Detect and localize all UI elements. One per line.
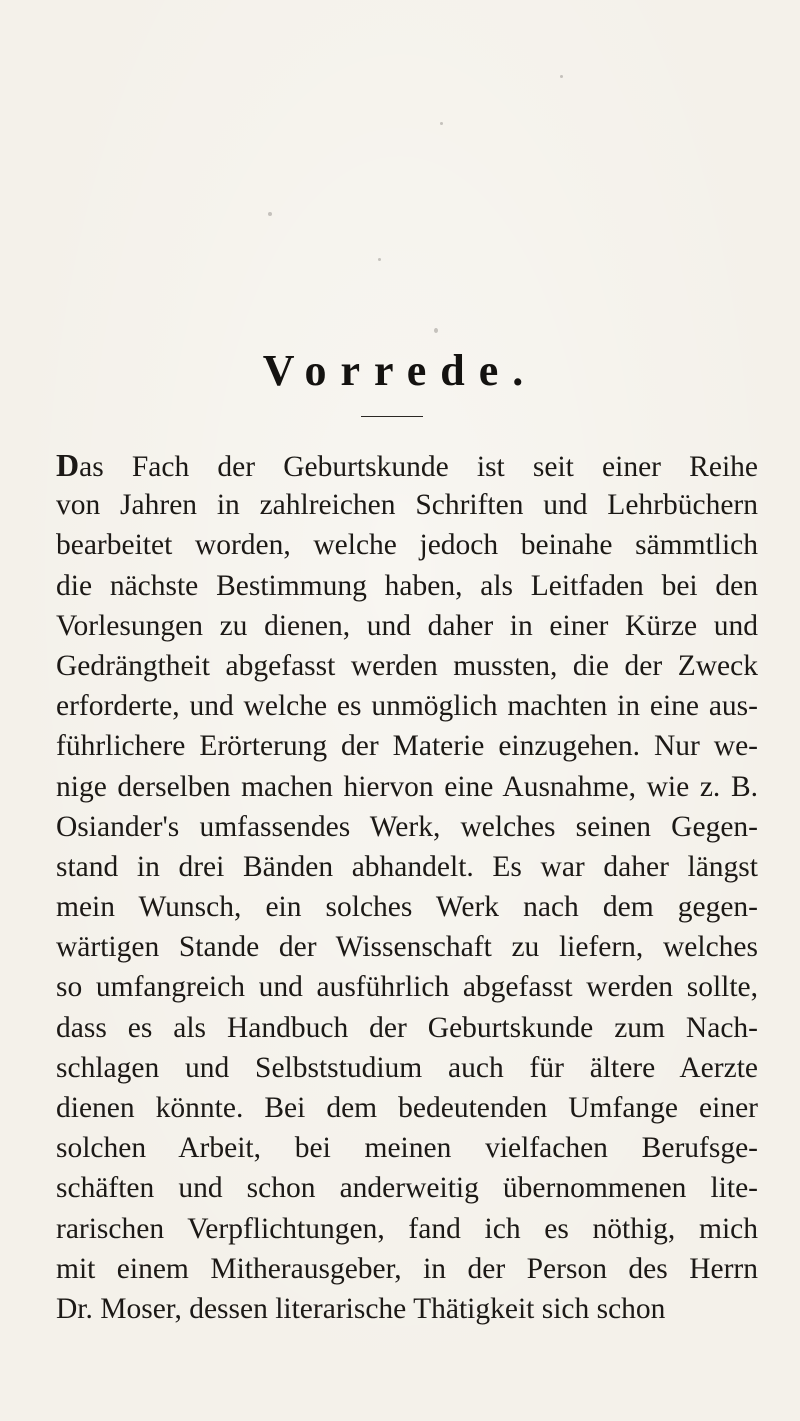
paragraph-line: von Jahren in zahlreichen Schriften und Lehrbüchern (56, 489, 758, 522)
drop-cap: D (56, 447, 80, 483)
paragraph-line: die nächste Bestimmung haben, als Leitfaden bei den (56, 569, 758, 602)
paragraph-line: so umfangreich und ausführlich abgefasst werden sollte, (56, 971, 758, 1004)
paragraph-line: solchen Arbeit, bei meinen vielfachen Berufsge- (56, 1132, 758, 1165)
paragraph-line: bearbeitet worden, welche jedoch beinahe sämmtlich (56, 529, 758, 562)
paragraph-line: Vorlesungen zu dienen, und daher in einer Kürze und (56, 609, 758, 642)
paragraph-line (56, 445, 758, 485)
preface-paragraph (56, 445, 758, 1329)
first-line-text: as Fach der Geburtskunde ist seit einer Reihe (79, 451, 758, 483)
page-title: Vorrede. (262, 346, 538, 395)
paragraph-line: Dr. Moser, dessen literarische Thätigkeit sich schon (56, 1292, 666, 1325)
paragraph-line: erforderte, und welche es unmöglich machten in eine aus- (56, 690, 758, 723)
paragraph-line: mein Wunsch, ein solches Werk nach dem gegen- (56, 891, 758, 924)
paragraph-line: stand in drei Bänden abhandelt. Es war daher längst (56, 850, 758, 883)
paragraph-line: rarischen Verpflichtungen, fand ich es nöthig, mich (56, 1212, 758, 1245)
paragraph-line: dienen könnte. Bei dem bedeutenden Umfange einer (56, 1092, 758, 1124)
paragraph-line: wärtigen Stande der Wissenschaft zu liefern, welches (56, 931, 758, 964)
paper-speck (434, 328, 438, 333)
paragraph-line: schäften und schon anderweitig übernommenen lite- (56, 1172, 758, 1205)
paper-speck (560, 75, 563, 78)
paper-speck (440, 122, 443, 125)
title-divider (361, 416, 423, 417)
paper-speck (268, 212, 272, 216)
paragraph-line: mit einem Mitherausgeber, in der Person des Herrn (56, 1252, 758, 1285)
paragraph-line: Osiander's umfassendes Werk, welches seinen Gegen- (56, 810, 758, 843)
paragraph-line: nige derselben machen hiervon eine Ausnahme, wie z. B. (56, 770, 758, 803)
paper-speck (378, 258, 381, 261)
paragraph-line: führlichere Erörterung der Materie einzugehen. Nur we- (56, 730, 758, 763)
paragraph-line: Gedrängtheit abgefasst werden mussten, die der Zweck (56, 649, 758, 682)
paragraph-line: dass es als Handbuch der Geburtskunde zum Nach- (56, 1011, 758, 1044)
paragraph-line: schlagen und Selbststudium auch für ältere Aerzte (56, 1051, 758, 1084)
